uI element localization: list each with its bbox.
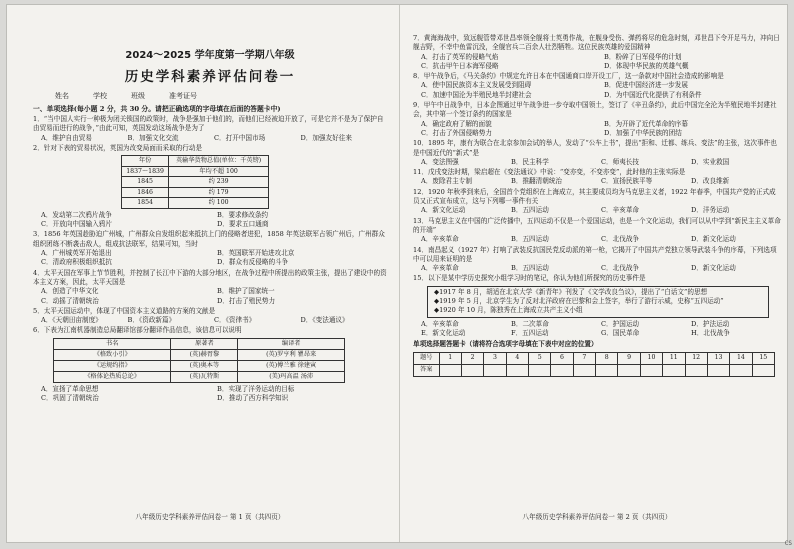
table-row: [122, 187, 269, 198]
question-number: 11: [663, 352, 685, 364]
page-two: [413, 5, 781, 542]
question-8: [413, 72, 781, 100]
question-stem: 5．太平天国运动中，体现了中国资本主义道路的方案的文献是: [33, 306, 216, 315]
question-2: [33, 144, 387, 229]
option-c: C．动摇了清朝统治: [41, 296, 99, 305]
question-number: 12: [685, 352, 707, 364]
question-6: [33, 326, 387, 403]
page-footer-left: 八年级历史学科素养评估问卷一 第 1 页（共四页）: [135, 512, 285, 521]
answer-label-question: 题号: [414, 352, 440, 364]
option-a: A．辛亥革命: [421, 264, 459, 273]
option-d: D．为中国近代化提供了有利条件: [604, 90, 702, 99]
question-11: [413, 168, 781, 187]
question-12: [413, 188, 781, 216]
cell-year: 1845: [122, 177, 169, 188]
question-stem: 6．下表为江南机器制造总局翻译馆部分翻译作品信息，该信息可以说明: [33, 326, 242, 335]
option-b: B．五四运动: [511, 264, 549, 273]
option-b: B．英国联军开始进攻北京: [217, 249, 295, 258]
table-row: [54, 360, 345, 371]
option-b: B．实现了洋务运动的目标: [217, 384, 295, 393]
answer-cell[interactable]: [439, 364, 461, 376]
option-c: C．清政府积极组织抵抗: [41, 258, 112, 267]
question-number: 2: [461, 352, 483, 364]
note-item: ◆1920 年 10 月，陈独秀在上海成立共产主义小组: [434, 306, 583, 315]
option-a: A．新文化运动: [421, 206, 466, 215]
question-1: [33, 115, 387, 143]
question-stem: 7．黄海海战中，致远舰管带邓世昌率领全舰将士英勇作战，在舰身受伤、弹药将尽的危急时刻，邓世昌下令开足马力，冲向日舰吉野，不幸中鱼雷沉没，全舰官兵二百余人壮烈牺牲。这位民族英雄的爱国精神: [413, 34, 780, 52]
option-b: B．推翻清朝统治: [511, 177, 563, 186]
option-f: F．五四运动: [511, 328, 549, 337]
answer-cell[interactable]: [573, 364, 595, 376]
table-row: [122, 198, 269, 209]
option-a: A．废除君主专制: [421, 177, 472, 186]
question-stem: 2．针对下表的贸易状况，英国为改变局面而采取的行动是: [33, 144, 203, 153]
table-row: [122, 166, 269, 177]
question-number: 15: [752, 352, 774, 364]
option-d: D．改良维新: [691, 177, 730, 186]
cell-translator: (美)玛高温 汤沛: [238, 371, 345, 382]
question-10: [413, 139, 781, 167]
table-header-year: 年份: [122, 156, 169, 167]
note-item: ◆1917 年 8 月，胡适在北京大学《新青年》刊发了《文学改良刍议》，提出了“白话文”的思想: [434, 287, 708, 296]
question-stem: 15．以下是某中学历史探究小组学习时的笔记，你认为他们所探究的历史事件是: [413, 274, 646, 283]
option-a: A．确定政府了解的面貌: [421, 119, 492, 128]
option-c: C．宣扬民族平等: [601, 177, 653, 186]
option-b: B．二次革命: [511, 319, 549, 328]
question-stem: 11．戊戌变法时期，梁启超在《变法通议》中说：“变亦变，不变亦变”，此时他的主张实际是: [413, 168, 686, 177]
cell-author: (英)赫胥黎: [171, 349, 238, 360]
page-footer-right: 八年级历史学科素养评估问卷一 第 2 页（共四页）: [522, 512, 672, 521]
option-c: C．抗击甲午日本海军侵略: [421, 61, 499, 70]
answer-cell[interactable]: [461, 364, 483, 376]
option-c: C．辛亥革命: [601, 206, 640, 215]
option-a: A．维护自由贸易: [41, 133, 92, 142]
question-number: 13: [707, 352, 729, 364]
option-b: B．粉碎了日军侵华的计划: [604, 52, 682, 61]
answer-cell[interactable]: [618, 364, 640, 376]
answer-cell[interactable]: [506, 364, 528, 376]
option-a: A．宣扬了革命思想: [41, 384, 99, 393]
option-c: C．《资律书》: [214, 316, 256, 325]
option-a: A．辛亥革命: [421, 235, 459, 244]
translation-table: [53, 338, 345, 383]
cell-title: 《格体论热质总论》: [54, 371, 171, 382]
question-5: [33, 307, 387, 326]
option-c: C．打开中国市场: [214, 133, 266, 142]
option-a: A．广州城英军开始退出: [41, 249, 112, 258]
question-number: 5: [528, 352, 550, 364]
question-stem: 1．“当中国人实行一种极为闭关锁国的政策时，战争是强加于他们的，而他们已经被迫开放了，可是它并不是为了保护自由贸易而进行的战争，”由此可知，英国发动这场战争是为了: [33, 115, 384, 133]
table-header: 编译者: [238, 338, 345, 349]
option-c: C．加速中国沦为半殖民地半封建社会: [421, 90, 532, 99]
question-number: 4: [506, 352, 528, 364]
question-stem: 9．甲午中日战争中，日本企图通过甲午战争进一步夺取中国领土，签订了《辛丑条约》，此后中国完全沦为半殖民地半封建社会，其中第一个签订条约的国家是: [413, 101, 777, 119]
answer-card-heading: 单项选择题答题卡（请将符合选项字母填在下表中对应的位置）: [413, 340, 598, 349]
option-b: B．促进中国经济进一步发展: [604, 81, 688, 90]
option-a: A．《天朝田亩制度》: [41, 316, 102, 325]
cell-translator: (英)傅兰雅 徐建寅: [238, 360, 345, 371]
option-a: A．创造了中华文化: [41, 287, 99, 296]
option-g: G．国民革命: [601, 328, 640, 337]
question-stem: 8．甲午战争后，《马关条约》中规定允许日本在中国通商口岸开设工厂，这一条款对中国社会造成的影响是: [413, 72, 724, 81]
option-c: C．开放向中国输入鸦片: [41, 220, 112, 229]
table-header: 书名: [54, 338, 171, 349]
cell-value: 约 100: [169, 198, 269, 209]
question-9: [413, 101, 781, 138]
cell-value: 年均不超 100: [169, 166, 269, 177]
option-d: D．护法运动: [691, 319, 730, 328]
question-number: 14: [730, 352, 752, 364]
answer-cell[interactable]: [596, 364, 618, 376]
exam-sheet: [6, 4, 788, 543]
option-b: B．加强文化交流: [127, 133, 179, 142]
option-d: D．推动了西方科学知识: [217, 394, 289, 403]
table-header-value: 英输华货物总值(单位：千英镑): [169, 156, 269, 167]
student-info-row: [33, 92, 387, 101]
question-4: [33, 269, 387, 306]
option-e: E．新文化运动: [421, 328, 466, 337]
cell-title: 《格致小引》: [54, 349, 171, 360]
page-divider: [399, 5, 400, 542]
option-d: D．体现中华民族的英雄气概: [604, 61, 689, 70]
option-d: D．打击了殖民势力: [217, 296, 276, 305]
question-stem: 13．马克思主义在中国的广泛传播中，五四运动不仅是一个爱国运动，也是一个文化运动，我们可以从中学到“新民主主义革命的开端”: [413, 216, 781, 234]
option-c: C．打击了外国侵略势力: [421, 128, 492, 137]
option-d: D．加强友好往来: [300, 133, 352, 142]
option-b: B．五四运动: [511, 206, 549, 215]
option-d: D．加强了中华民族的团结: [604, 128, 682, 137]
option-b: B．为开辟了近代革命的序幕: [604, 119, 688, 128]
option-c: C．北伐战争: [601, 235, 640, 244]
answer-cell[interactable]: [640, 364, 662, 376]
field-name: 姓名: [55, 91, 69, 100]
option-d: D．实业救国: [691, 157, 730, 166]
trade-table: [121, 155, 269, 209]
table-header: 原著者: [171, 338, 238, 349]
option-a: A．发动第二次鸦片战争: [41, 210, 112, 219]
answer-input-row: [414, 364, 775, 376]
question-stem: 12．1920 年秋季到来后，全国首个党组织在上海成立，其主要成员均为马克思主义者，1922 年春季，中国共产党的正式成员又正式宣布成立，这与下列哪一事件有关: [413, 187, 776, 206]
exam-year: 2024～2025 学年度第一学期八年级: [125, 50, 295, 61]
answer-cell[interactable]: [707, 364, 729, 376]
exam-title: 历史学科素养评估问卷一: [124, 69, 296, 86]
option-c: C．北伐战争: [601, 264, 640, 273]
option-c: C．师夷长技: [601, 157, 640, 166]
answer-card: [413, 352, 775, 377]
answer-cell[interactable]: [528, 364, 550, 376]
question-number: 1: [439, 352, 461, 364]
option-a: A．使中国民族资本主义发展受到阻碍: [421, 81, 532, 90]
option-a: A．打击了英军的侵略气焰: [421, 52, 499, 61]
question-14: [413, 246, 781, 274]
question-number: 6: [551, 352, 573, 364]
question-13: [413, 217, 781, 245]
answer-cell[interactable]: [551, 364, 573, 376]
option-d: D．洋务运动: [691, 206, 730, 215]
cell-author: (英)瓦特斯: [171, 371, 238, 382]
cell-year: 1846: [122, 187, 169, 198]
table-row: [54, 371, 345, 382]
answer-cell[interactable]: [730, 364, 752, 376]
question-number: 9: [618, 352, 640, 364]
cell-value: 约 239: [169, 177, 269, 188]
cell-title: 《运规约指》: [54, 360, 171, 371]
answer-cell[interactable]: [685, 364, 707, 376]
cell-translator: (英)罗亨利 瞿昂来: [238, 349, 345, 360]
cell-year: 1854: [122, 198, 169, 209]
table-row: [54, 349, 345, 360]
field-school: 学校: [93, 91, 107, 100]
option-b: B．维护了国家统一: [217, 287, 275, 296]
section-heading: 一、单项选择(每小题 2 分，共 30 分。请把正确选项的字母填在后面的答题卡中): [33, 104, 281, 113]
answer-cell[interactable]: [752, 364, 774, 376]
question-stem: 10．1895 年，康有为联合在北京参加会试的举人，发动了“公车上书”，提出“拒和、迁都、练兵、变法”的主张，这次事件也是中国近代的“新式”是: [413, 139, 777, 157]
option-b: B．五四运动: [511, 235, 549, 244]
question-number: 7: [573, 352, 595, 364]
study-notes-box: [427, 286, 769, 318]
option-b: B．民主科学: [511, 157, 549, 166]
question-15: [413, 274, 781, 338]
option-b: B．《资政新篇》: [127, 316, 176, 325]
question-stem: 14．南昌起义（1927 年）打响了武装反抗国民党反动派的第一枪，它揭开了中国共产党独立领导武装斗争的序幕，下列选项中可以用来证明的是: [413, 245, 777, 263]
option-d: D．群众有反侵略的斗争: [217, 258, 289, 267]
option-c: C．护国运动: [601, 319, 640, 328]
field-exam-number: 准考证号: [169, 91, 197, 100]
option-h: H．北伐战争: [691, 328, 730, 337]
field-class: 班级: [131, 91, 145, 100]
option-d: D．要求五口通商: [217, 220, 269, 229]
cell-author: (英)奥本等: [171, 360, 238, 371]
scanner-watermark: CS: [784, 540, 792, 547]
question-number: 3: [484, 352, 506, 364]
cell-year: 1837～1839: [122, 166, 169, 177]
option-d: D．新文化运动: [691, 235, 736, 244]
page-one: [33, 5, 387, 542]
option-d: D．《变法通议》: [300, 316, 349, 325]
answer-label-answer: 答案: [414, 364, 440, 376]
option-a: A．变法图强: [421, 157, 459, 166]
table-row: [122, 177, 269, 188]
option-b: B．要求修改条约: [217, 210, 269, 219]
answer-cell[interactable]: [663, 364, 685, 376]
question-stem: 3．1856 年英国趁胁迫广州城，广州群众自发组织起来抵抗上门的侵略者进犯，1858 年英法联军占领广州后，广州群众组织团练不断袭击敌人，组成抗法联军，结果可知，当时: [33, 230, 385, 248]
question-stem: 4．太平天国在军事上节节胜利，并控制了长江中下游的大部分地区，在战争过程中所提出的政策主张，提出了建设中的资本主义方案，因此，太平天国是: [33, 268, 387, 286]
answer-number-row: [414, 352, 775, 364]
note-item: ◆1919 年 5 月，北京学生为了反对北洋政府在巴黎和会上签字，举行了游行示威，史称“五四运动”: [434, 297, 724, 306]
cell-value: 约 179: [169, 187, 269, 198]
question-number: 10: [640, 352, 662, 364]
option-c: C．巩固了清朝统治: [41, 394, 99, 403]
question-3: [33, 230, 387, 267]
question-7: [413, 34, 781, 71]
option-d: D．新文化运动: [691, 264, 736, 273]
option-a: A．辛亥革命: [421, 319, 459, 328]
question-number: 8: [596, 352, 618, 364]
answer-cell[interactable]: [484, 364, 506, 376]
